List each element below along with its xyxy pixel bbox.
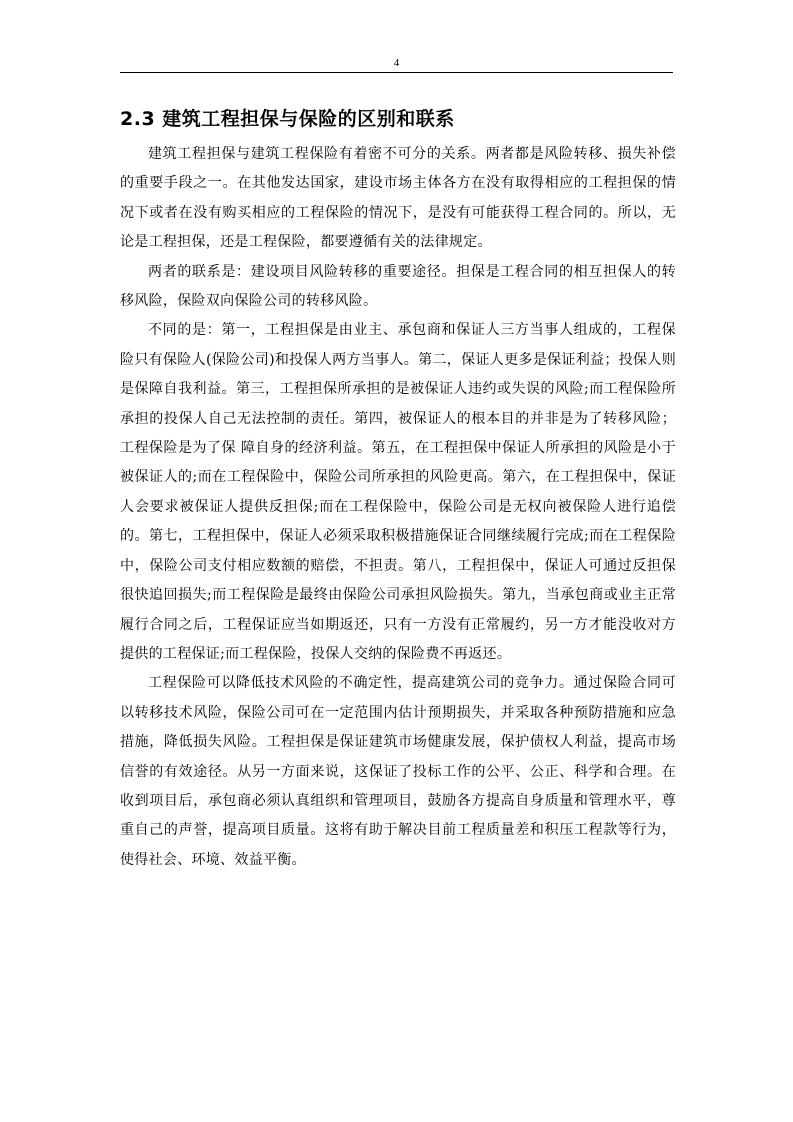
header-divider [120, 72, 673, 73]
paragraph-relationship: 建筑工程担保与建筑工程保险有着密不可分的关系。两者都是风险转移、损失补偿的重要手段之一。在其他发达国家，建设市场主体各方在没有取得相应的工程担保的情况下或者在没有购买相应的工程保险的情况下，是没有可能获得工程合同的。所以，无论是工程担保，还是工程保险，都要遵循有关的法律规定。 [120, 146, 676, 251]
page-number: 4 [393, 57, 400, 69]
paragraph-differences: 不同的是：第一，工程担保是由业主、承包商和保证人三方当事人组成的，工程保险只有保险人(保险公司)和投保人两方当事人。第二，保证人更多是保证利益；投保人则是保障自我利益。第三，工程担保所承担的是被保证人违约或失误的风险;而工程保险所承担的投保人自己无法控制的责任。第四，被保证人的根本目的并非是为了转移风险；工程保险是为了保 障自身的经济利益。第五，在工程担保中保证人所承担的风险是小于被保证人的;而在工程保险中，保险公司所承担的风险更高。第六，在工程担保中，保证人会要求被保证人提供反担保;而在工程保险中，保险公司是无权向被保险人进行追偿的。第七，工程担保中，保证人必须采取积极措施保证合同继续履行完成;而在工程保险中，保险公司支付相应数额的赔偿，不担责。第八，工程担保中，保证人可通过反担保很快追回损失;而工程保险是最终由保险公司承担风险损失。第九，当承包商或业主正常履行合同之后，工程保证应当如期返还，只有一方没有正常履约，另一方才能没收对方提供的工程保证;而工程保险，投保人交纳的保险费不再返还。 [120, 322, 676, 662]
paragraph-benefits: 工程保险可以降低技术风险的不确定性，提高建筑公司的竞争力。通过保险合同可以转移技术风险，保险公司可在一定范围内估计预期损失，并采取各种预防措施和应急措施，降低损失风险。工程担保是保证建筑市场健康发展，保护债权人利益，提高市场信誉的有效途径。从另一方面来说，这保证了投标工作的公平、公正、科学和合理。在收到项目后，承包商必须认真组织和管理项目，鼓励各方提高自身质量和管理水平，尊重自己的声誉，提高项目质量。这将有助于解决目前工程质量差和积压工程款等行为，使得社会、环境、效益平衡。 [120, 675, 676, 868]
section-title: 2.3 建筑工程担保与保险的区别和联系 [120, 108, 455, 130]
body-text [120, 140, 676, 875]
paragraph-connection: 两者的联系是：建设项目风险转移的重要途径。担保是工程合同的相互担保人的转移风险，保险双向保险公司的转移风险。 [120, 263, 676, 310]
